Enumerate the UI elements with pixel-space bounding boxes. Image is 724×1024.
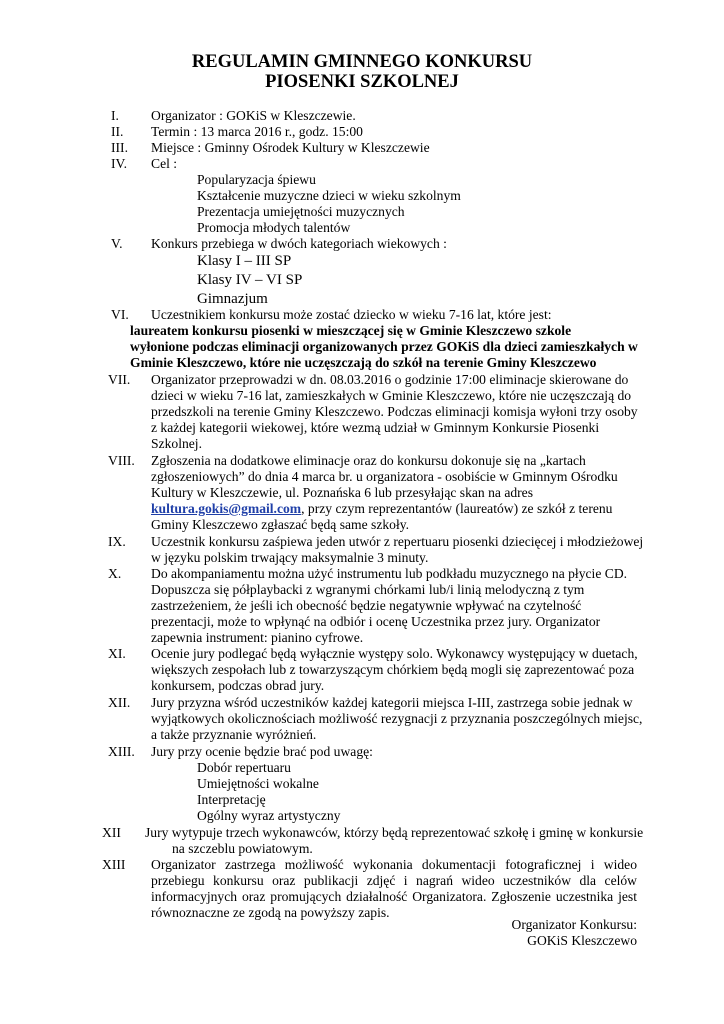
section-number: II. (111, 124, 124, 139)
county-line: na szczeblu powiatowym. (172, 841, 313, 856)
organizer-text: Organizator : GOKiS w Kleszczewie. (151, 108, 356, 123)
goal-heading: Cel : (151, 156, 178, 171)
goal-item: Popularyzacja śpiewu (197, 172, 316, 187)
document-title-line-2: PIOSENKI SZKOLNEJ (265, 72, 459, 92)
signature-name: GOKiS Kleszczewo (527, 933, 637, 948)
song-line: w języku polskim trwający maksymalnie 3 minuty. (151, 550, 429, 565)
elimination-line: dzieci w wieku 7-16 lat, zamieszkałych w Gminie Kleszczewo, które nie uczęszczają do (151, 388, 632, 403)
registration-line: , przy czym reprezentantów (laureatów) ze szkół z terenu (301, 501, 613, 516)
section-number: XIII. (108, 744, 135, 759)
awards-line: wyjątkowych okolicznościach możliwość rezygnacji z przyznania poszczególnych miejsc, (151, 711, 643, 726)
accompaniment-line: prezentacji, może to wpłynąć na odbiór i ocenę Uczestnika przez jury. Organizator (151, 614, 601, 629)
awards-line: a także przyznanie wyróżnień. (151, 727, 317, 742)
documentation-line: Organizator zastrzega możliwość wykonania dokumentacji fotograficznej i wideo (151, 857, 637, 872)
section-number: V. (111, 236, 123, 251)
registration-line: Kultury w Kleszczewie, ul. Poznańska 6 lub przesyłając skan na adres (151, 485, 534, 500)
section-number: X. (108, 566, 122, 581)
section-number: XIII (102, 857, 126, 872)
awards-line: Jury przyzna wśród uczestników każdej kategorii miejsca I-III, zastrzega sobie jednak w (151, 695, 633, 710)
section-number: XI. (108, 646, 126, 661)
goal-item: Kształcenie muzyczne dzieci w wieku szkolnym (197, 188, 461, 203)
signature-title: Organizator Konkursu: (511, 917, 637, 932)
goal-item: Promocja młodych talentów (197, 220, 351, 235)
document-title-line-1: REGULAMIN GMINNEGO KONKURSU (191, 52, 533, 72)
participant-bold-line: wyłonione podczas eliminacji organizowanych przez GOKiS dla dzieci zamieszkałych w (130, 339, 638, 354)
section-number: IX. (108, 534, 126, 549)
criteria-item: Ogólny wyraz artystyczny (197, 808, 341, 823)
accompaniment-line: Do akompaniamentu można użyć instrumentu lub podkładu muzycznego na płycie CD. (151, 566, 628, 581)
elimination-line: przedszkoli na terenie Gminy Kleszczewo. Podczas eliminacji komisja wyłoni trzy osoby (151, 404, 638, 419)
solo-line: Ocenie jury podlegać będą wyłącznie występy solo. Wykonawcy występujący w duetach, (151, 646, 638, 661)
criteria-heading: Jury przy ocenie będzie brać pod uwagę: (151, 744, 373, 759)
section-number: IV. (111, 156, 127, 171)
song-line: Uczestnik konkursu zaśpiewa jeden utwór z repertuaru piosenki dziecięcej i młodzieżowej (151, 534, 644, 549)
place-text: Miejsce : Gminny Ośrodek Kultury w Kleszczewie (151, 140, 430, 155)
participant-text: Uczestnikiem konkursu może zostać dziecko w wieku 7-16 lat, które jest: (151, 307, 552, 322)
section-number: VIII. (108, 453, 135, 468)
section-number: III. (111, 140, 128, 155)
email-link[interactable]: kultura.gokis@gmail.com (151, 501, 302, 516)
elimination-line: Szkolnej. (151, 436, 202, 451)
registration-line: Zgłoszenia na dodatkowe eliminacje oraz do konkursu dokonuje się na „kartach (151, 453, 586, 468)
registration-email-line (151, 501, 612, 517)
criteria-item: Dobór repertuaru (197, 760, 291, 775)
categories-heading: Konkurs przebiega w dwóch kategoriach wiekowych : (151, 236, 447, 251)
accompaniment-line: zastrzeżeniem, że jeśli ich obecność będzie negatywnie wpływać na czytelność (151, 598, 582, 613)
county-line: Jury wytypuje trzech wykonawców, którzy będą reprezentować szkołę i gminę w konkursie (145, 825, 644, 840)
solo-line: większych zespołach lub z towarzyszącym chórkiem będą mogli się zaprezentować poza (151, 662, 635, 677)
section-number: XII (102, 825, 121, 840)
accompaniment-line: zapewnia instrument: pianino cyfrowe. (151, 630, 364, 645)
participant-bold-line: Gminie Kleszczewo, które nie uczęszczają do szkół na terenie Gminy Kleszczewo (130, 355, 597, 370)
goal-item: Prezentacja umiejętności muzycznych (197, 204, 405, 219)
criteria-item: Umiejętności wokalne (197, 776, 319, 791)
section-number: VII. (108, 372, 131, 387)
category-item: Gimnazjum (197, 291, 268, 307)
date-text: Termin : 13 marca 2016 r., godz. 15:00 (151, 124, 363, 139)
documentation-line: informacyjnych oraz promujących działalność Organizatora. Zgłoszenie uczestnika jest (151, 889, 637, 904)
elimination-line: Organizator przeprowadzi w dn. 08.03.2016 o godzinie 17:00 eliminacje skierowane do (151, 372, 629, 387)
elimination-line: z każdej kategorii wiekowej, które wezmą udział w Gminnym Konkursie Piosenki (151, 420, 600, 435)
category-item: Klasy IV – VI SP (197, 272, 303, 288)
criteria-item: Interpretację (197, 792, 266, 807)
documentation-line: równoznaczne ze zgodą na powyższy zapis. (151, 905, 390, 920)
section-number: VI. (111, 307, 129, 322)
documentation-line: przebiegu konkursu oraz publikacji zdjęć i nagrań wideo uczestników dla celów (151, 873, 637, 888)
section-number: I. (111, 108, 119, 123)
participant-bold-line: laureatem konkursu piosenki w mieszczącej się w Gminie Kleszczewo szkole (130, 323, 572, 338)
accompaniment-line: Dopuszcza się półplaybacki z wgranymi chórkami lub/i linią melodyczną z tym (151, 582, 585, 597)
category-item: Klasy I – III SP (197, 253, 292, 269)
solo-line: konkursem, podczas obrad jury. (151, 678, 325, 693)
registration-line: zgłoszeniowych” do dnia 4 marca br. u organizatora - osobiście w Gminnym Ośrodku (151, 469, 618, 484)
section-number: XII. (108, 695, 131, 710)
registration-line: Gminy Kleszczewo zgłaszać będą same szkoły. (151, 517, 410, 532)
